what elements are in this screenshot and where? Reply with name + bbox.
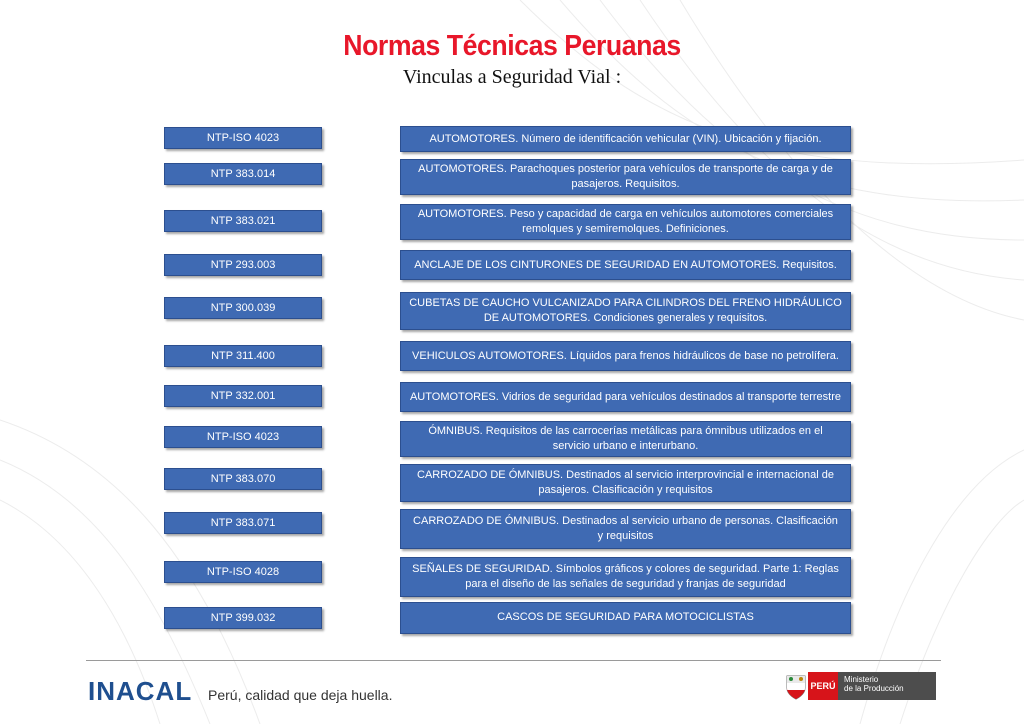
norm-code: NTP 300.039 (164, 297, 322, 319)
ministry-label (838, 672, 936, 700)
norm-code: NTP 311.400 (164, 345, 322, 367)
norm-description: CARROZADO DE ÓMNIBUS. Destinados al servicio urbano de personas. Clasificación y requisitos (400, 509, 851, 549)
norm-description: ANCLAJE DE LOS CINTURONES DE SEGURIDAD EN AUTOMOTORES. Requisitos. (400, 250, 851, 280)
peru-coat-of-arms-icon (783, 672, 809, 702)
norm-code: NTP 383.021 (164, 210, 322, 232)
page-title: Normas Técnicas Peruanas (343, 30, 681, 62)
ministry-line-1: Ministerio (844, 675, 879, 684)
inacal-tagline: Perú, calidad que deja huella. (208, 687, 393, 703)
norm-code: NTP-ISO 4028 (164, 561, 322, 583)
norm-code: NTP 383.070 (164, 468, 322, 490)
norm-description: AUTOMOTORES. Peso y capacidad de carga en vehículos automotores comerciales remolques y semiremolques. Definiciones. (400, 204, 851, 240)
norm-description: AUTOMOTORES. Número de identificación vehicular (VIN). Ubicación y fijación. (400, 126, 851, 152)
norm-description: CASCOS DE SEGURIDAD PARA MOTOCICLISTAS (400, 602, 851, 634)
peru-label: PERÚ (808, 672, 838, 700)
norm-code: NTP-ISO 4023 (164, 426, 322, 448)
norm-description: SEÑALES DE SEGURIDAD. Símbolos gráficos y colores de seguridad. Parte 1: Reglas para el diseño de las señales de seguridad y franjas de seguridad (400, 557, 851, 597)
norm-code: NTP 293.003 (164, 254, 322, 276)
norm-description: CARROZADO DE ÓMNIBUS. Destinados al servicio interprovincial e internacional de pasajeros. Clasificación y requisitos (400, 464, 851, 502)
footer-divider (86, 660, 941, 661)
norm-code: NTP 332.001 (164, 385, 322, 407)
norm-description: VEHICULOS AUTOMOTORES. Líquidos para frenos hidráulicos de base no petrolífera. (400, 341, 851, 371)
norm-description: ÓMNIBUS. Requisitos de las carrocerías metálicas para ómnibus utilizados en el servicio urbano e interurbano. (400, 421, 851, 457)
norm-code: NTP-ISO 4023 (164, 127, 322, 149)
norm-code: NTP 399.032 (164, 607, 322, 629)
page-subtitle: Vinculas a Seguridad Vial : (402, 66, 622, 88)
norm-description: AUTOMOTORES. Vidrios de seguridad para vehículos destinados al transporte terrestre (400, 382, 851, 412)
norm-code: NTP 383.071 (164, 512, 322, 534)
norm-description: AUTOMOTORES. Parachoques posterior para vehículos de transporte de carga y de pasajeros. Requisitos. (400, 159, 851, 195)
norm-description: CUBETAS DE CAUCHO VULCANIZADO PARA CILINDROS DEL FRENO HIDRÁULICO DE AUTOMOTORES. Condiciones generales y requisitos. (400, 292, 851, 330)
inacal-logo: INACAL (88, 676, 193, 706)
ministry-logo (808, 672, 936, 700)
norm-code: NTP 383.014 (164, 163, 322, 185)
ministry-line-2: de la Producción (844, 684, 904, 693)
